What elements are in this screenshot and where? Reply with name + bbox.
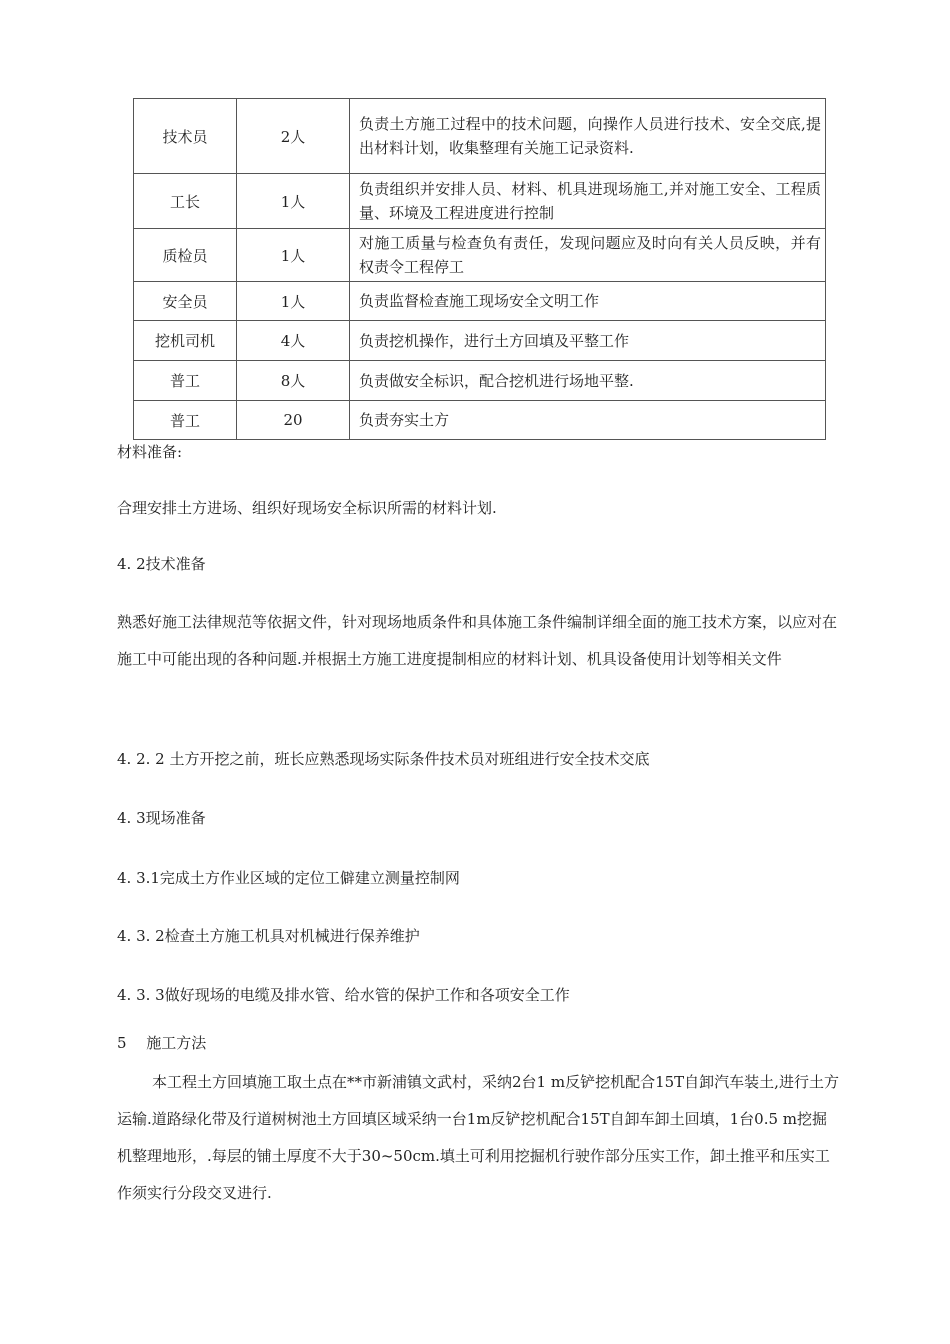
duty-cell: 负责土方施工过程中的技术问题，向操作人员进行技术、安全交底,提出材料计划，收集整理有关施工记录资料. — [350, 99, 826, 174]
duty-cell: 负责挖机操作，进行土方回填及平整工作 — [350, 321, 826, 361]
material-prep-text: 合理安排土方进场、组织好现场安全标识所需的材料计划. — [117, 499, 497, 517]
duty-cell: 对施工质量与检查负有责任，发现问题应及时向有关人员反映，并有权责令工程停工 — [350, 229, 826, 282]
role-cell: 挖机司机 — [134, 321, 237, 361]
role-cell: 工长 — [134, 174, 237, 229]
role-cell: 质检员 — [134, 229, 237, 282]
duty-cell: 负责监督检查施工现场安全文明工作 — [350, 282, 826, 321]
table-row — [134, 282, 826, 321]
table-row — [134, 321, 826, 361]
duty-cell: 负责组织并安排人员、材料、机具进现场施工,并对施工安全、工程质量、环境及工程进度进行控制 — [350, 174, 826, 229]
section-4-3-3-text: 4. 3. 3做好现场的电缆及排水管、给水管的保护工作和各项安全工作 — [117, 986, 570, 1004]
count-cell: 8人 — [237, 361, 350, 401]
section-4-3-1-text: 4. 3.1完成土方作业区域的定位工僻建立测量控制网 — [117, 869, 460, 887]
section-4-2-heading: 4. 2技术准备 — [117, 555, 206, 573]
table-row — [134, 361, 826, 401]
section-4-3-2-text: 4. 3. 2检查土方施工机具对机械进行保养维护 — [117, 927, 420, 945]
section-5-heading: 5 施工方法 — [117, 1034, 207, 1052]
duty-cell: 负责夯实土方 — [350, 401, 826, 440]
count-cell: 1人 — [237, 282, 350, 321]
section-4-2-2-text: 4. 2. 2 土方开挖之前，班长应熟悉现场实际条件技术员对班组进行安全技术交底 — [117, 750, 650, 768]
role-cell: 技术员 — [134, 99, 237, 174]
role-cell: 普工 — [134, 401, 237, 440]
staff-table — [133, 98, 826, 440]
count-cell: 4人 — [237, 321, 350, 361]
role-cell: 安全员 — [134, 282, 237, 321]
table-row — [134, 99, 826, 174]
count-cell: 1人 — [237, 174, 350, 229]
count-cell: 20 — [237, 401, 350, 440]
tech-prep-text: 熟悉好施工法律规范等依据文件，针对现场地质条件和具体施工条件编制详细全面的施工技术方案，以应对在施工中可能出现的各种问题.并根据土方施工进度提制相应的材料计划、机具设备使用计划等相关文件 — [117, 613, 838, 668]
construction-method-text: 本工程土方回填施工取土点在**市新浦镇文武村，采纳2台1 m反铲挖机配合15T自卸汽车装土,进行土方运输.道路绿化带及行道树树池土方回填区域采纳一台1m反铲挖机配合15T自卸车卸土回填，1台0.5 m挖掘机整理地形，.每层的铺土厚度不大于30~50cm.填土可利用挖掘机行驶作部分压实工作，卸土推平和压实工作须实行分段交叉进行. — [117, 1073, 839, 1202]
count-cell: 1人 — [237, 229, 350, 282]
section-4-3-heading: 4. 3现场准备 — [117, 809, 206, 827]
duty-cell: 负责做安全标识，配合挖机进行场地平整. — [350, 361, 826, 401]
count-cell: 2人 — [237, 99, 350, 174]
table-row — [134, 174, 826, 229]
table-row — [134, 229, 826, 282]
role-cell: 普工 — [134, 361, 237, 401]
material-prep-heading: 材料准备: — [117, 443, 183, 461]
